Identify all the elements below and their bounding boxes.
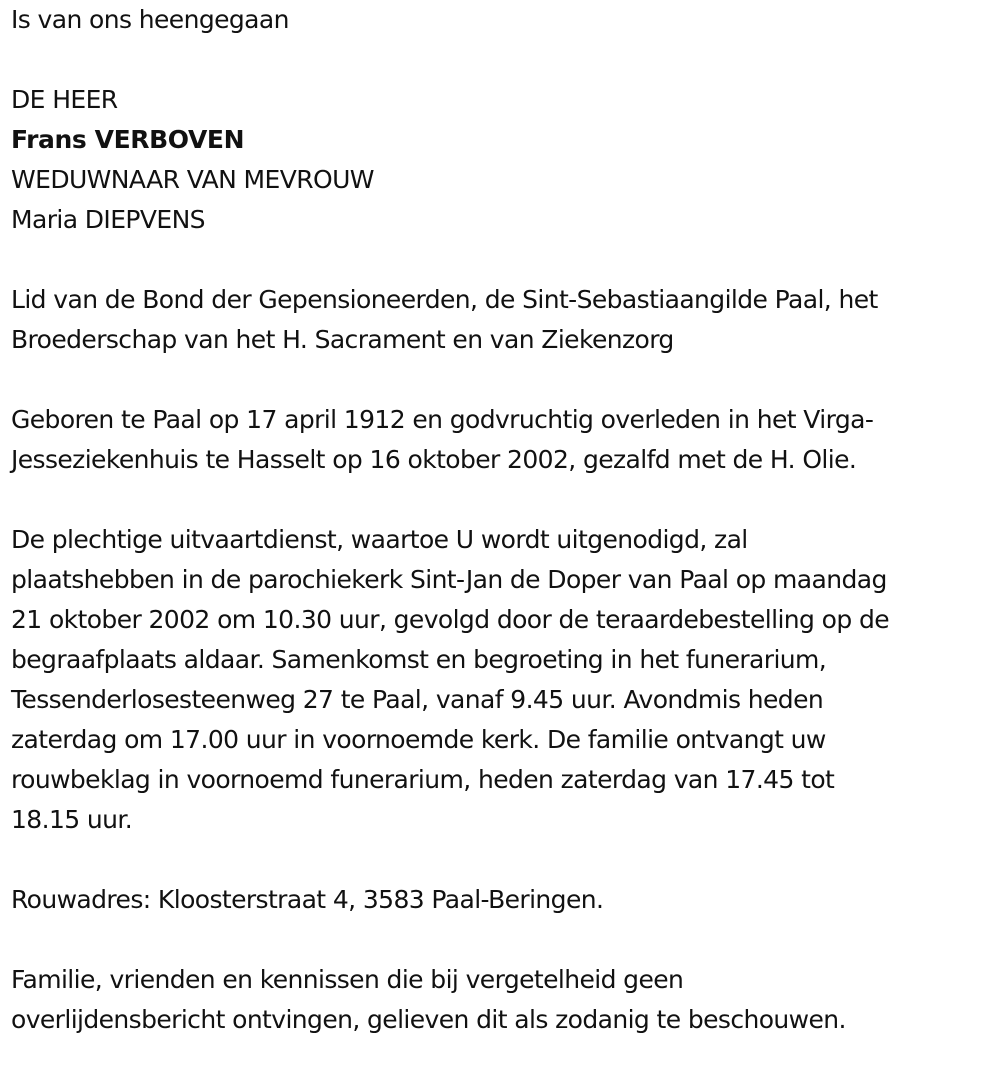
funeral-line: zaterdag om 17.00 uur in voornoemde kerk. De familie ontvangt uw — [11, 725, 826, 754]
deceased-name: Frans VERBOVEN — [11, 125, 245, 154]
title-prefix: DE HEER — [11, 85, 118, 114]
spacer — [11, 240, 991, 280]
funeral-line: De plechtige uitvaartdienst, waartoe U wordt uitgenodigd, zal — [11, 525, 748, 554]
funeral-line: rouwbeklag in voornoemd funerarium, heden zaterdag van 17.45 tot — [11, 765, 835, 794]
birth-death-paragraph — [11, 400, 991, 480]
birth-death-line: Geboren te Paal op 17 april 1912 en godvruchtig overleden in het Virga- — [11, 405, 874, 434]
spacer — [11, 40, 991, 80]
membership-line: Broederschap van het H. Sacrament en van Ziekenzorg — [11, 325, 674, 354]
funeral-line: begraafplaats aldaar. Samenkomst en begroeting in het funerarium, — [11, 645, 827, 674]
spacer — [11, 920, 991, 960]
closing-line: overlijdensbericht ontvingen, gelieven dit als zodanig te beschouwen. — [11, 1005, 846, 1034]
membership-paragraph — [11, 280, 991, 360]
closing-line: Familie, vrienden en kennissen die bij vergetelheid geen — [11, 965, 684, 994]
funeral-line: Tessenderlosesteenweg 27 te Paal, vanaf 9.45 uur. Avondmis heden — [11, 685, 824, 714]
funeral-line: 21 oktober 2002 om 10.30 uur, gevolgd door de teraardebestelling op de — [11, 605, 890, 634]
spouse-name: Maria DIEPVENS — [11, 205, 205, 234]
spacer — [11, 360, 991, 400]
obituary-notice — [11, 0, 991, 1040]
spacer — [11, 480, 991, 520]
birth-death-line: Jesseziekenhuis te Hasselt op 16 oktober 2002, gezalfd met de H. Olie. — [11, 445, 857, 474]
membership-line: Lid van de Bond der Gepensioneerden, de Sint-Sebastiaangilde Paal, het — [11, 285, 878, 314]
relation-line: WEDUWNAAR VAN MEVROUW — [11, 165, 374, 194]
intro-line: Is van ons heengegaan — [11, 5, 289, 34]
mourning-address: Rouwadres: Kloosterstraat 4, 3583 Paal-Beringen. — [11, 885, 604, 914]
spacer — [11, 840, 991, 880]
closing-paragraph — [11, 960, 991, 1040]
funeral-paragraph — [11, 520, 991, 840]
funeral-line: 18.15 uur. — [11, 805, 133, 834]
funeral-line: plaatshebben in de parochiekerk Sint-Jan de Doper van Paal op maandag — [11, 565, 887, 594]
